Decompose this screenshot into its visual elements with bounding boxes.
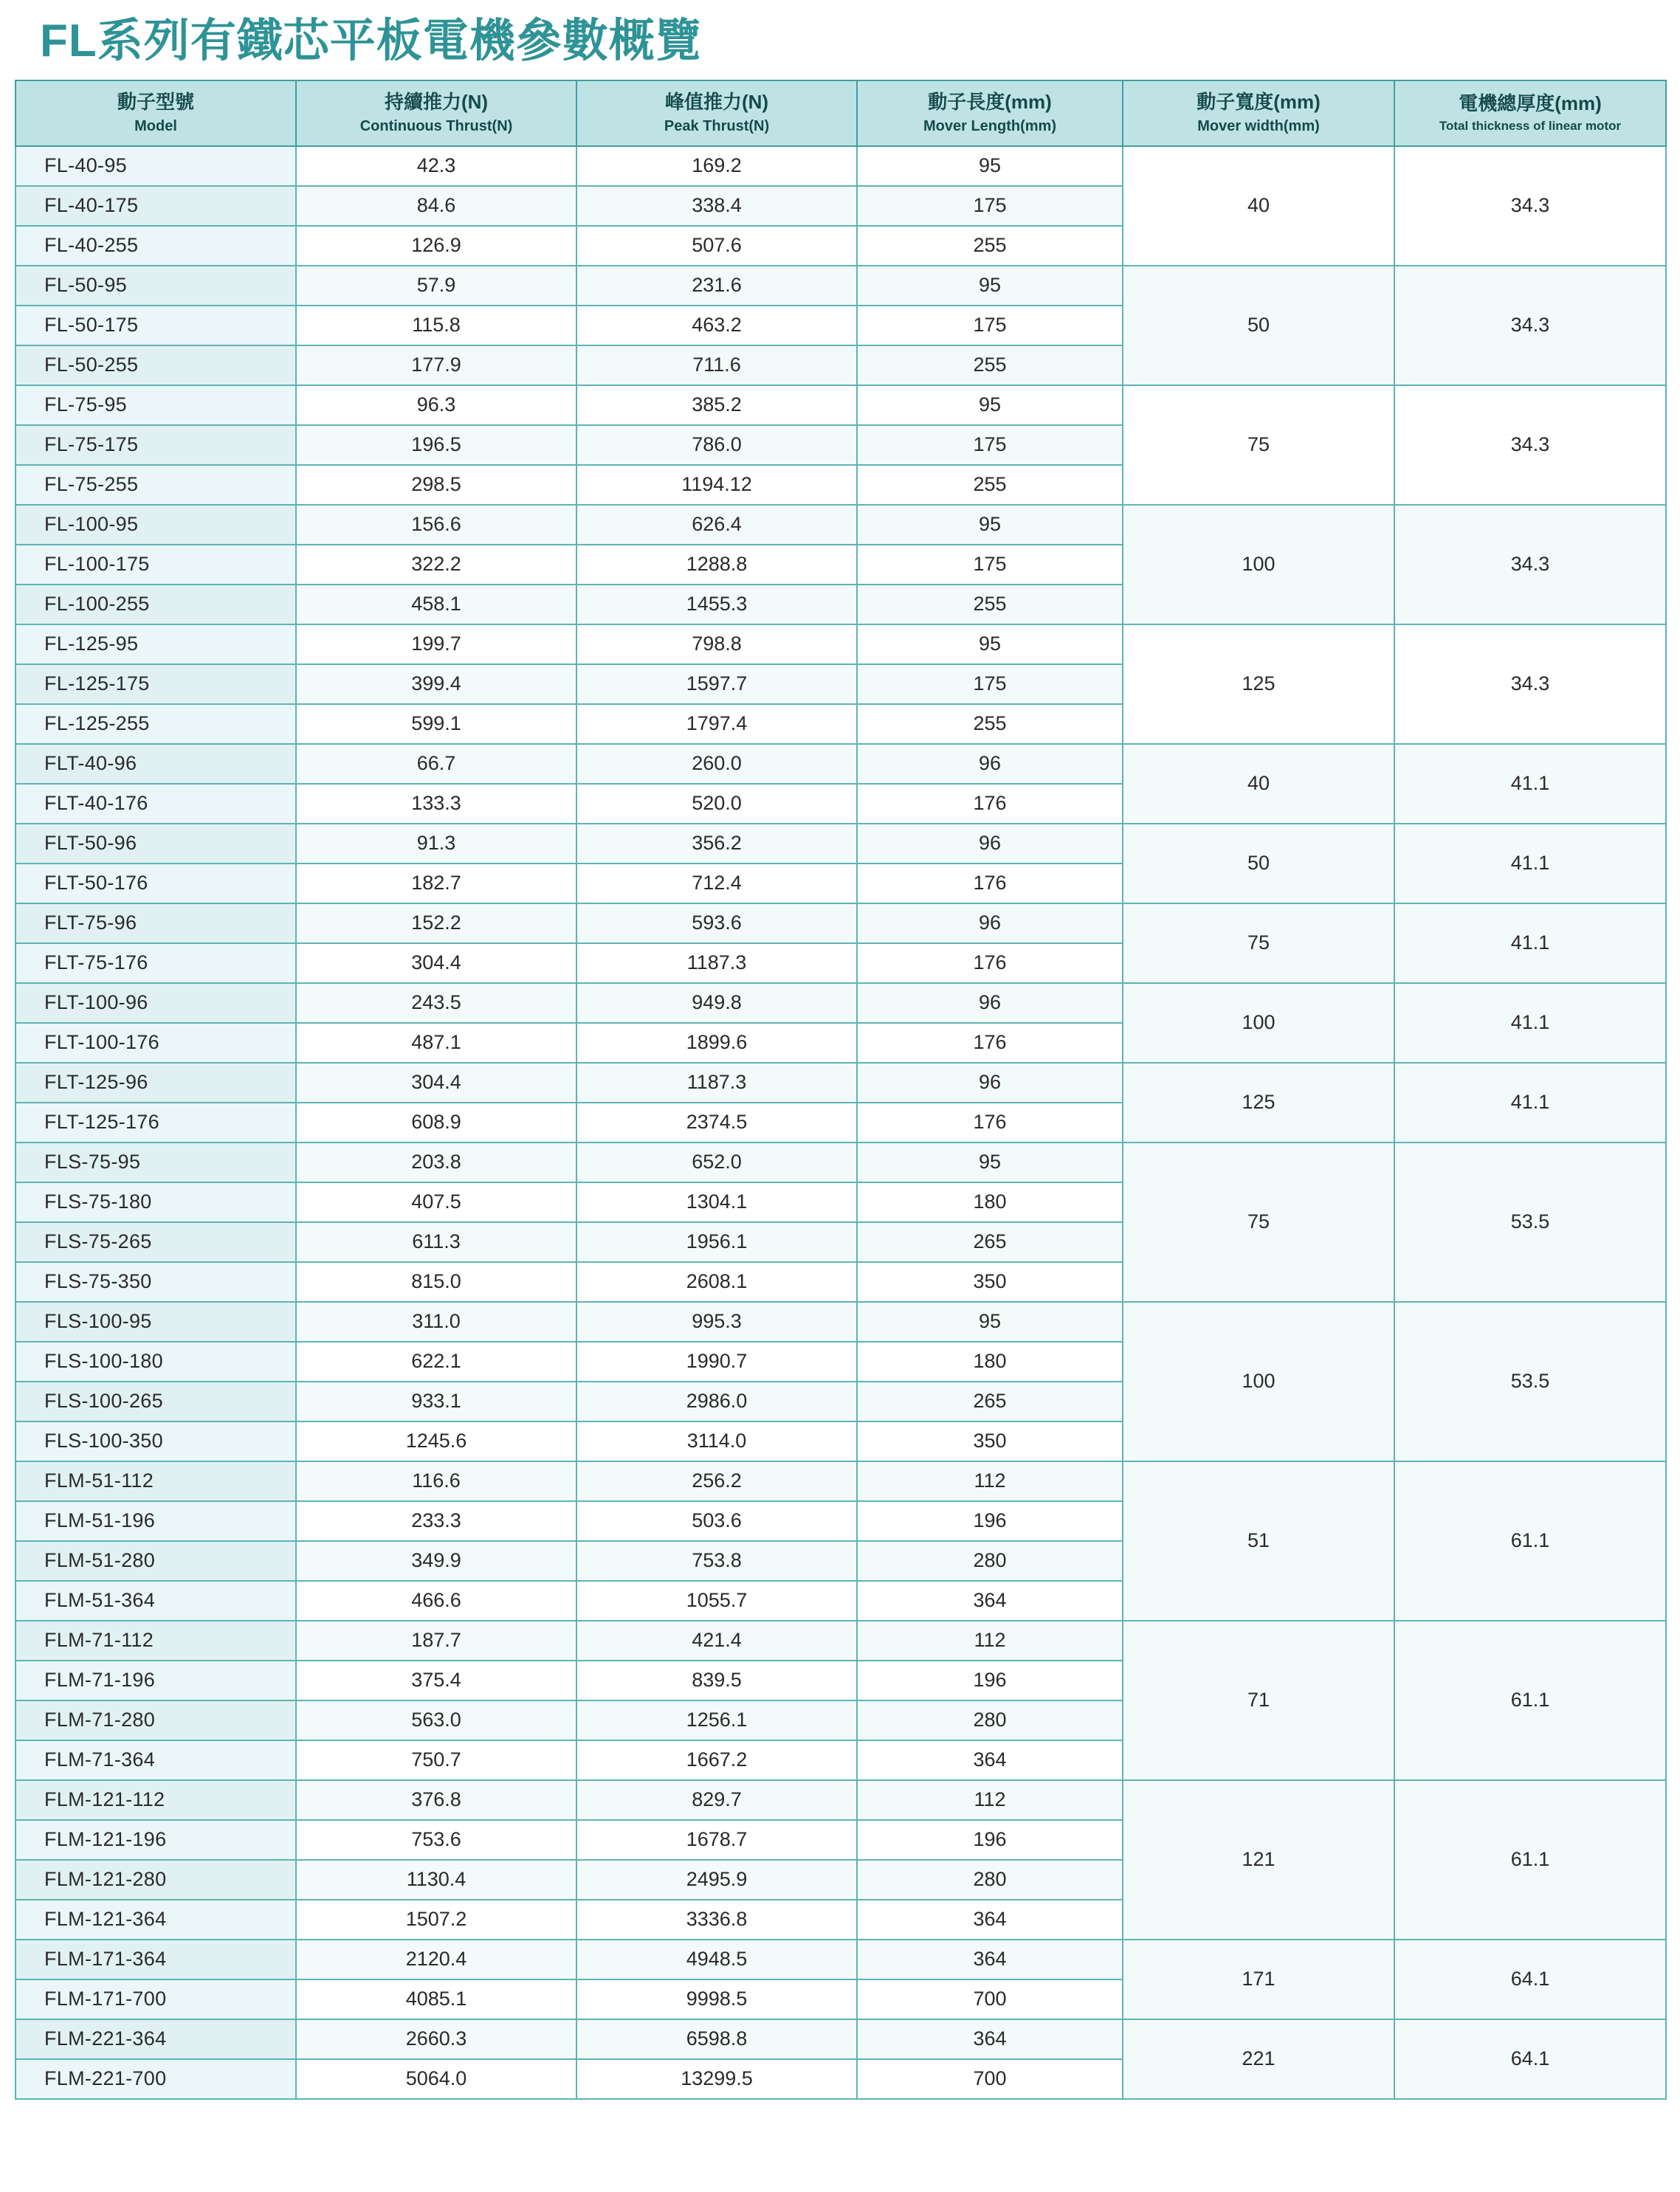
cell-peak-thrust: 3114.0 bbox=[576, 1421, 857, 1461]
column-header-total-thickness-en: Total thickness of linear motor bbox=[1439, 118, 1622, 133]
cell-peak-thrust: 2374.5 bbox=[576, 1103, 857, 1142]
cell-mover-length: 95 bbox=[857, 266, 1123, 306]
cell-continuous-thrust: 563.0 bbox=[296, 1700, 576, 1740]
cell-peak-thrust: 995.3 bbox=[576, 1302, 857, 1342]
cell-continuous-thrust: 177.9 bbox=[296, 345, 576, 385]
cell-model: FLT-50-96 bbox=[16, 824, 296, 864]
cell-mover-width: 50 bbox=[1123, 266, 1394, 385]
cell-model: FL-100-255 bbox=[16, 585, 296, 624]
cell-mover-length: 280 bbox=[857, 1700, 1123, 1740]
cell-mover-length: 255 bbox=[857, 226, 1123, 266]
motor-specification-table bbox=[15, 80, 1667, 2100]
cell-model: FL-125-175 bbox=[16, 664, 296, 704]
cell-mover-width: 40 bbox=[1123, 146, 1394, 266]
cell-continuous-thrust: 304.4 bbox=[296, 943, 576, 983]
cell-model: FLT-100-176 bbox=[16, 1023, 296, 1063]
cell-model: FL-50-175 bbox=[16, 306, 296, 345]
cell-mover-width: 221 bbox=[1123, 2019, 1394, 2099]
column-header-total-thickness-cn: 電機總厚度(mm) bbox=[1459, 92, 1602, 115]
cell-mover-width: 75 bbox=[1123, 385, 1394, 505]
column-header-peak-thrust-cn: 峰值推力(N) bbox=[664, 91, 769, 114]
cell-total-thickness: 64.1 bbox=[1394, 1940, 1666, 2019]
cell-peak-thrust: 786.0 bbox=[576, 425, 857, 465]
cell-peak-thrust: 338.4 bbox=[576, 186, 857, 226]
table-row bbox=[16, 1621, 1666, 1661]
cell-mover-length: 95 bbox=[857, 146, 1123, 186]
cell-mover-length: 112 bbox=[857, 1461, 1123, 1501]
cell-mover-width: 100 bbox=[1123, 505, 1394, 624]
cell-continuous-thrust: 2120.4 bbox=[296, 1940, 576, 1979]
cell-model: FLT-100-96 bbox=[16, 983, 296, 1023]
cell-continuous-thrust: 42.3 bbox=[296, 146, 576, 186]
cell-mover-length: 112 bbox=[857, 1621, 1123, 1661]
cell-model: FLM-71-196 bbox=[16, 1661, 296, 1700]
cell-mover-length: 175 bbox=[857, 186, 1123, 226]
cell-peak-thrust: 256.2 bbox=[576, 1461, 857, 1501]
cell-peak-thrust: 503.6 bbox=[576, 1501, 857, 1541]
cell-total-thickness: 34.3 bbox=[1394, 385, 1666, 505]
cell-peak-thrust: 1678.7 bbox=[576, 1820, 857, 1860]
cell-mover-width: 121 bbox=[1123, 1780, 1394, 1940]
cell-continuous-thrust: 304.4 bbox=[296, 1063, 576, 1103]
cell-peak-thrust: 1455.3 bbox=[576, 585, 857, 624]
column-header-model-en: Model bbox=[134, 117, 177, 134]
cell-mover-length: 350 bbox=[857, 1421, 1123, 1461]
cell-model: FLM-121-280 bbox=[16, 1860, 296, 1900]
cell-mover-length: 176 bbox=[857, 943, 1123, 983]
column-header-mover-width bbox=[1123, 80, 1394, 146]
table-row bbox=[16, 505, 1666, 545]
cell-peak-thrust: 463.2 bbox=[576, 306, 857, 345]
cell-continuous-thrust: 753.6 bbox=[296, 1820, 576, 1860]
column-header-mover-width-en: Mover width(mm) bbox=[1197, 117, 1320, 134]
cell-total-thickness: 61.1 bbox=[1394, 1461, 1666, 1621]
cell-model: FLM-71-364 bbox=[16, 1740, 296, 1780]
cell-mover-length: 265 bbox=[857, 1222, 1123, 1262]
cell-continuous-thrust: 1245.6 bbox=[296, 1421, 576, 1461]
cell-peak-thrust: 1667.2 bbox=[576, 1740, 857, 1780]
cell-continuous-thrust: 487.1 bbox=[296, 1023, 576, 1063]
cell-mover-length: 280 bbox=[857, 1541, 1123, 1581]
cell-model: FLS-100-180 bbox=[16, 1342, 296, 1382]
table-row bbox=[16, 2019, 1666, 2059]
cell-peak-thrust: 829.7 bbox=[576, 1780, 857, 1820]
cell-model: FLS-75-265 bbox=[16, 1222, 296, 1262]
cell-continuous-thrust: 608.9 bbox=[296, 1103, 576, 1142]
cell-mover-width: 171 bbox=[1123, 1940, 1394, 2019]
cell-model: FLM-51-364 bbox=[16, 1581, 296, 1621]
cell-mover-length: 364 bbox=[857, 1940, 1123, 1979]
cell-continuous-thrust: 199.7 bbox=[296, 624, 576, 664]
cell-mover-length: 700 bbox=[857, 1979, 1123, 2019]
cell-peak-thrust: 626.4 bbox=[576, 505, 857, 545]
table-row bbox=[16, 903, 1666, 943]
cell-peak-thrust: 1899.6 bbox=[576, 1023, 857, 1063]
cell-continuous-thrust: 311.0 bbox=[296, 1302, 576, 1342]
cell-peak-thrust: 949.8 bbox=[576, 983, 857, 1023]
cell-model: FLS-100-95 bbox=[16, 1302, 296, 1342]
cell-model: FL-125-255 bbox=[16, 704, 296, 744]
cell-model: FL-75-95 bbox=[16, 385, 296, 425]
cell-continuous-thrust: 182.7 bbox=[296, 864, 576, 903]
cell-peak-thrust: 1990.7 bbox=[576, 1342, 857, 1382]
cell-continuous-thrust: 152.2 bbox=[296, 903, 576, 943]
cell-continuous-thrust: 815.0 bbox=[296, 1262, 576, 1302]
column-header-continuous-thrust-en: Continuous Thrust(N) bbox=[359, 117, 513, 134]
cell-total-thickness: 64.1 bbox=[1394, 2019, 1666, 2099]
cell-total-thickness: 53.5 bbox=[1394, 1142, 1666, 1302]
cell-mover-length: 95 bbox=[857, 505, 1123, 545]
cell-continuous-thrust: 376.8 bbox=[296, 1780, 576, 1820]
cell-model: FLM-221-364 bbox=[16, 2019, 296, 2059]
cell-model: FLT-125-176 bbox=[16, 1103, 296, 1142]
cell-peak-thrust: 1597.7 bbox=[576, 664, 857, 704]
column-header-mover-length-en: Mover Length(mm) bbox=[923, 117, 1056, 134]
cell-peak-thrust: 712.4 bbox=[576, 864, 857, 903]
cell-mover-length: 196 bbox=[857, 1501, 1123, 1541]
cell-total-thickness: 41.1 bbox=[1394, 744, 1666, 824]
cell-model: FL-125-95 bbox=[16, 624, 296, 664]
cell-model: FLM-171-700 bbox=[16, 1979, 296, 2019]
cell-peak-thrust: 9998.5 bbox=[576, 1979, 857, 2019]
cell-mover-length: 175 bbox=[857, 545, 1123, 585]
cell-mover-width: 71 bbox=[1123, 1621, 1394, 1780]
cell-continuous-thrust: 4085.1 bbox=[296, 1979, 576, 2019]
cell-mover-length: 176 bbox=[857, 784, 1123, 824]
cell-model: FLM-51-112 bbox=[16, 1461, 296, 1501]
cell-mover-length: 175 bbox=[857, 664, 1123, 704]
cell-model: FLS-75-95 bbox=[16, 1142, 296, 1182]
cell-mover-length: 176 bbox=[857, 864, 1123, 903]
cell-peak-thrust: 1797.4 bbox=[576, 704, 857, 744]
cell-mover-length: 364 bbox=[857, 1740, 1123, 1780]
cell-mover-width: 125 bbox=[1123, 1063, 1394, 1142]
table-row bbox=[16, 1302, 1666, 1342]
cell-peak-thrust: 1956.1 bbox=[576, 1222, 857, 1262]
cell-mover-length: 196 bbox=[857, 1661, 1123, 1700]
cell-continuous-thrust: 116.6 bbox=[296, 1461, 576, 1501]
table-row bbox=[16, 1063, 1666, 1103]
cell-peak-thrust: 2495.9 bbox=[576, 1860, 857, 1900]
cell-peak-thrust: 798.8 bbox=[576, 624, 857, 664]
cell-peak-thrust: 421.4 bbox=[576, 1621, 857, 1661]
cell-peak-thrust: 356.2 bbox=[576, 824, 857, 864]
cell-model: FLM-121-364 bbox=[16, 1900, 296, 1940]
table-row bbox=[16, 824, 1666, 864]
cell-mover-length: 180 bbox=[857, 1182, 1123, 1222]
cell-peak-thrust: 593.6 bbox=[576, 903, 857, 943]
cell-model: FL-100-175 bbox=[16, 545, 296, 585]
cell-peak-thrust: 753.8 bbox=[576, 1541, 857, 1581]
cell-continuous-thrust: 196.5 bbox=[296, 425, 576, 465]
cell-continuous-thrust: 243.5 bbox=[296, 983, 576, 1023]
cell-model: FLM-71-280 bbox=[16, 1700, 296, 1740]
cell-continuous-thrust: 5064.0 bbox=[296, 2059, 576, 2099]
cell-continuous-thrust: 458.1 bbox=[296, 585, 576, 624]
cell-model: FLT-40-176 bbox=[16, 784, 296, 824]
cell-peak-thrust: 6598.8 bbox=[576, 2019, 857, 2059]
cell-model: FLT-40-96 bbox=[16, 744, 296, 784]
cell-continuous-thrust: 322.2 bbox=[296, 545, 576, 585]
cell-peak-thrust: 520.0 bbox=[576, 784, 857, 824]
cell-mover-length: 175 bbox=[857, 306, 1123, 345]
cell-mover-length: 364 bbox=[857, 2019, 1123, 2059]
cell-total-thickness: 61.1 bbox=[1394, 1780, 1666, 1940]
cell-model: FLS-75-180 bbox=[16, 1182, 296, 1222]
cell-mover-width: 50 bbox=[1123, 824, 1394, 903]
cell-mover-length: 176 bbox=[857, 1103, 1123, 1142]
table-header-row bbox=[16, 80, 1666, 146]
cell-peak-thrust: 711.6 bbox=[576, 345, 857, 385]
cell-peak-thrust: 231.6 bbox=[576, 266, 857, 306]
cell-total-thickness: 34.3 bbox=[1394, 266, 1666, 385]
cell-mover-width: 75 bbox=[1123, 1142, 1394, 1302]
cell-mover-length: 280 bbox=[857, 1860, 1123, 1900]
cell-continuous-thrust: 466.6 bbox=[296, 1581, 576, 1621]
cell-continuous-thrust: 1130.4 bbox=[296, 1860, 576, 1900]
cell-peak-thrust: 1194.12 bbox=[576, 465, 857, 505]
cell-peak-thrust: 1187.3 bbox=[576, 1063, 857, 1103]
table-row bbox=[16, 983, 1666, 1023]
column-header-mover-length bbox=[857, 80, 1123, 146]
cell-mover-length: 196 bbox=[857, 1820, 1123, 1860]
cell-continuous-thrust: 115.8 bbox=[296, 306, 576, 345]
cell-model: FLM-121-196 bbox=[16, 1820, 296, 1860]
cell-continuous-thrust: 187.7 bbox=[296, 1621, 576, 1661]
cell-mover-length: 112 bbox=[857, 1780, 1123, 1820]
cell-model: FL-40-95 bbox=[16, 146, 296, 186]
column-header-total-thickness bbox=[1394, 80, 1666, 146]
cell-mover-length: 96 bbox=[857, 824, 1123, 864]
cell-total-thickness: 53.5 bbox=[1394, 1302, 1666, 1461]
cell-model: FLT-75-96 bbox=[16, 903, 296, 943]
page-title: FL系列有鐵芯平板電機參數概覽 bbox=[40, 15, 702, 66]
cell-total-thickness: 34.3 bbox=[1394, 624, 1666, 744]
cell-mover-length: 265 bbox=[857, 1382, 1123, 1421]
column-header-model-cn: 動子型號 bbox=[117, 91, 194, 114]
cell-peak-thrust: 1055.7 bbox=[576, 1581, 857, 1621]
column-header-peak-thrust bbox=[576, 80, 857, 146]
cell-continuous-thrust: 96.3 bbox=[296, 385, 576, 425]
cell-continuous-thrust: 407.5 bbox=[296, 1182, 576, 1222]
cell-peak-thrust: 652.0 bbox=[576, 1142, 857, 1182]
cell-peak-thrust: 385.2 bbox=[576, 385, 857, 425]
cell-mover-length: 96 bbox=[857, 983, 1123, 1023]
cell-model: FLM-171-364 bbox=[16, 1940, 296, 1979]
cell-peak-thrust: 169.2 bbox=[576, 146, 857, 186]
cell-model: FL-75-175 bbox=[16, 425, 296, 465]
cell-mover-width: 51 bbox=[1123, 1461, 1394, 1621]
cell-continuous-thrust: 126.9 bbox=[296, 226, 576, 266]
cell-continuous-thrust: 375.4 bbox=[296, 1661, 576, 1700]
cell-model: FLS-100-350 bbox=[16, 1421, 296, 1461]
cell-continuous-thrust: 233.3 bbox=[296, 1501, 576, 1541]
cell-continuous-thrust: 933.1 bbox=[296, 1382, 576, 1421]
cell-mover-length: 95 bbox=[857, 624, 1123, 664]
cell-mover-length: 96 bbox=[857, 744, 1123, 784]
column-header-continuous-thrust bbox=[296, 80, 576, 146]
cell-model: FL-40-175 bbox=[16, 186, 296, 226]
cell-model: FLT-125-96 bbox=[16, 1063, 296, 1103]
cell-peak-thrust: 260.0 bbox=[576, 744, 857, 784]
table-header bbox=[16, 80, 1666, 146]
cell-peak-thrust: 507.6 bbox=[576, 226, 857, 266]
table-row bbox=[16, 1780, 1666, 1820]
cell-continuous-thrust: 611.3 bbox=[296, 1222, 576, 1262]
cell-peak-thrust: 13299.5 bbox=[576, 2059, 857, 2099]
cell-mover-length: 364 bbox=[857, 1900, 1123, 1940]
cell-continuous-thrust: 399.4 bbox=[296, 664, 576, 704]
cell-peak-thrust: 2608.1 bbox=[576, 1262, 857, 1302]
cell-model: FLM-51-196 bbox=[16, 1501, 296, 1541]
cell-model: FL-40-255 bbox=[16, 226, 296, 266]
cell-peak-thrust: 1288.8 bbox=[576, 545, 857, 585]
cell-mover-length: 96 bbox=[857, 1063, 1123, 1103]
cell-mover-length: 255 bbox=[857, 345, 1123, 385]
cell-total-thickness: 41.1 bbox=[1394, 983, 1666, 1063]
cell-continuous-thrust: 156.6 bbox=[296, 505, 576, 545]
cell-continuous-thrust: 599.1 bbox=[296, 704, 576, 744]
cell-model: FLM-221-700 bbox=[16, 2059, 296, 2099]
cell-mover-length: 180 bbox=[857, 1342, 1123, 1382]
cell-peak-thrust: 3336.8 bbox=[576, 1900, 857, 1940]
cell-mover-width: 100 bbox=[1123, 1302, 1394, 1461]
cell-model: FLM-71-112 bbox=[16, 1621, 296, 1661]
cell-model: FL-100-95 bbox=[16, 505, 296, 545]
cell-mover-length: 350 bbox=[857, 1262, 1123, 1302]
cell-continuous-thrust: 622.1 bbox=[296, 1342, 576, 1382]
cell-mover-width: 100 bbox=[1123, 983, 1394, 1063]
cell-continuous-thrust: 133.3 bbox=[296, 784, 576, 824]
table-row bbox=[16, 1940, 1666, 1979]
table-row bbox=[16, 624, 1666, 664]
cell-mover-length: 95 bbox=[857, 1142, 1123, 1182]
cell-total-thickness: 34.3 bbox=[1394, 146, 1666, 266]
table-row bbox=[16, 744, 1666, 784]
table-row bbox=[16, 1461, 1666, 1501]
cell-model: FLS-100-265 bbox=[16, 1382, 296, 1421]
cell-mover-width: 125 bbox=[1123, 624, 1394, 744]
cell-continuous-thrust: 1507.2 bbox=[296, 1900, 576, 1940]
cell-continuous-thrust: 349.9 bbox=[296, 1541, 576, 1581]
cell-mover-length: 176 bbox=[857, 1023, 1123, 1063]
cell-continuous-thrust: 203.8 bbox=[296, 1142, 576, 1182]
cell-total-thickness: 34.3 bbox=[1394, 505, 1666, 624]
table-row bbox=[16, 266, 1666, 306]
column-header-mover-length-cn: 動子長度(mm) bbox=[928, 91, 1052, 114]
table-row bbox=[16, 385, 1666, 425]
table-row bbox=[16, 1142, 1666, 1182]
cell-mover-width: 40 bbox=[1123, 744, 1394, 824]
cell-mover-length: 96 bbox=[857, 903, 1123, 943]
cell-model: FL-50-95 bbox=[16, 266, 296, 306]
column-header-peak-thrust-en: Peak Thrust(N) bbox=[664, 117, 770, 134]
cell-mover-length: 95 bbox=[857, 1302, 1123, 1342]
cell-mover-length: 95 bbox=[857, 385, 1123, 425]
cell-mover-width: 75 bbox=[1123, 903, 1394, 983]
cell-peak-thrust: 1256.1 bbox=[576, 1700, 857, 1740]
cell-mover-length: 255 bbox=[857, 704, 1123, 744]
cell-peak-thrust: 4948.5 bbox=[576, 1940, 857, 1979]
cell-continuous-thrust: 66.7 bbox=[296, 744, 576, 784]
cell-mover-length: 255 bbox=[857, 465, 1123, 505]
cell-model: FLM-51-280 bbox=[16, 1541, 296, 1581]
cell-total-thickness: 41.1 bbox=[1394, 824, 1666, 903]
table-row bbox=[16, 146, 1666, 186]
cell-model: FLM-121-112 bbox=[16, 1780, 296, 1820]
cell-total-thickness: 41.1 bbox=[1394, 1063, 1666, 1142]
column-header-mover-width-cn: 動子寬度(mm) bbox=[1197, 91, 1321, 114]
cell-continuous-thrust: 750.7 bbox=[296, 1740, 576, 1780]
cell-mover-length: 364 bbox=[857, 1581, 1123, 1621]
cell-continuous-thrust: 91.3 bbox=[296, 824, 576, 864]
cell-peak-thrust: 1187.3 bbox=[576, 943, 857, 983]
cell-continuous-thrust: 84.6 bbox=[296, 186, 576, 226]
column-header-model bbox=[16, 80, 296, 146]
cell-continuous-thrust: 57.9 bbox=[296, 266, 576, 306]
cell-mover-length: 700 bbox=[857, 2059, 1123, 2099]
cell-total-thickness: 61.1 bbox=[1394, 1621, 1666, 1780]
cell-peak-thrust: 2986.0 bbox=[576, 1382, 857, 1421]
cell-model: FL-75-255 bbox=[16, 465, 296, 505]
cell-peak-thrust: 1304.1 bbox=[576, 1182, 857, 1222]
column-header-continuous-thrust-cn: 持續推力(N) bbox=[384, 91, 489, 114]
cell-mover-length: 175 bbox=[857, 425, 1123, 465]
cell-peak-thrust: 839.5 bbox=[576, 1661, 857, 1700]
table-body bbox=[16, 146, 1666, 2099]
cell-model: FLT-75-176 bbox=[16, 943, 296, 983]
cell-model: FL-50-255 bbox=[16, 345, 296, 385]
cell-mover-length: 255 bbox=[857, 585, 1123, 624]
cell-model: FLS-75-350 bbox=[16, 1262, 296, 1302]
cell-continuous-thrust: 298.5 bbox=[296, 465, 576, 505]
cell-continuous-thrust: 2660.3 bbox=[296, 2019, 576, 2059]
cell-model: FLT-50-176 bbox=[16, 864, 296, 903]
cell-total-thickness: 41.1 bbox=[1394, 903, 1666, 983]
